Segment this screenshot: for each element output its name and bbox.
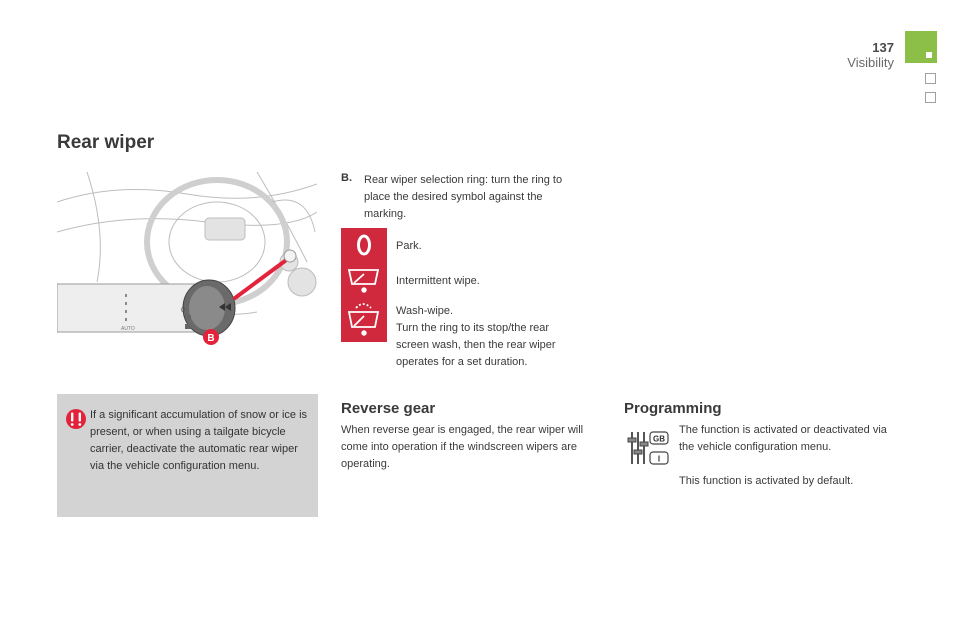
reverse-gear-text: When reverse gear is engaged, the rear wiper will come into operation if the windscreen wipers are operating. bbox=[341, 424, 584, 470]
chapter-tab-active bbox=[905, 31, 937, 63]
ring-label-zero: 0 bbox=[181, 307, 185, 314]
wash-wipe-detail: Turn the ring to its stop/the rear screen wash, then the rear wiper operates for a set duration. bbox=[396, 322, 556, 368]
icon-label-i: I bbox=[657, 454, 661, 464]
chapter-tab-empty-2 bbox=[925, 92, 936, 103]
programming-heading: Programming bbox=[624, 400, 722, 417]
park-icon bbox=[359, 236, 370, 254]
intermittent-wipe-icon bbox=[349, 270, 378, 292]
reverse-gear-heading: Reverse gear bbox=[341, 400, 436, 417]
programming-default-text: This function is activated by default. bbox=[679, 475, 854, 487]
page-title: Rear wiper bbox=[57, 132, 155, 153]
selection-text: Rear wiper selection ring: turn the ring to place the desired symbol against the marking. bbox=[364, 174, 563, 220]
warning-box bbox=[57, 394, 318, 517]
intermittent-wipe-text: Intermittent wipe. bbox=[396, 275, 480, 287]
selection-label: B. bbox=[341, 172, 352, 184]
chapter-tab-empty-1 bbox=[925, 73, 936, 84]
ring-label-auto: AUTO bbox=[121, 326, 135, 332]
wash-wipe-text: Wash-wipe. bbox=[396, 305, 454, 317]
wiper-stalk-illustration bbox=[57, 172, 317, 358]
callout-b: B bbox=[207, 333, 215, 344]
warning-icon bbox=[65, 408, 87, 430]
warning-text: If a significant accumulation of snow or ice is present, or when using a tailgate bicycle carrier, deactivate the automatic rear wiper via the vehicle configuration menu. bbox=[90, 409, 308, 472]
programming-text: The function is activated or deactivated via the vehicle configuration menu. bbox=[679, 424, 887, 453]
section-name: Visibility bbox=[847, 55, 894, 70]
configuration-menu-icon bbox=[626, 428, 672, 468]
symbol-panel bbox=[341, 228, 387, 342]
wash-wipe-icon bbox=[349, 304, 378, 335]
icon-label-gb: GB bbox=[653, 434, 665, 444]
page-number: 137 bbox=[872, 40, 894, 55]
park-text: Park. bbox=[396, 240, 422, 252]
